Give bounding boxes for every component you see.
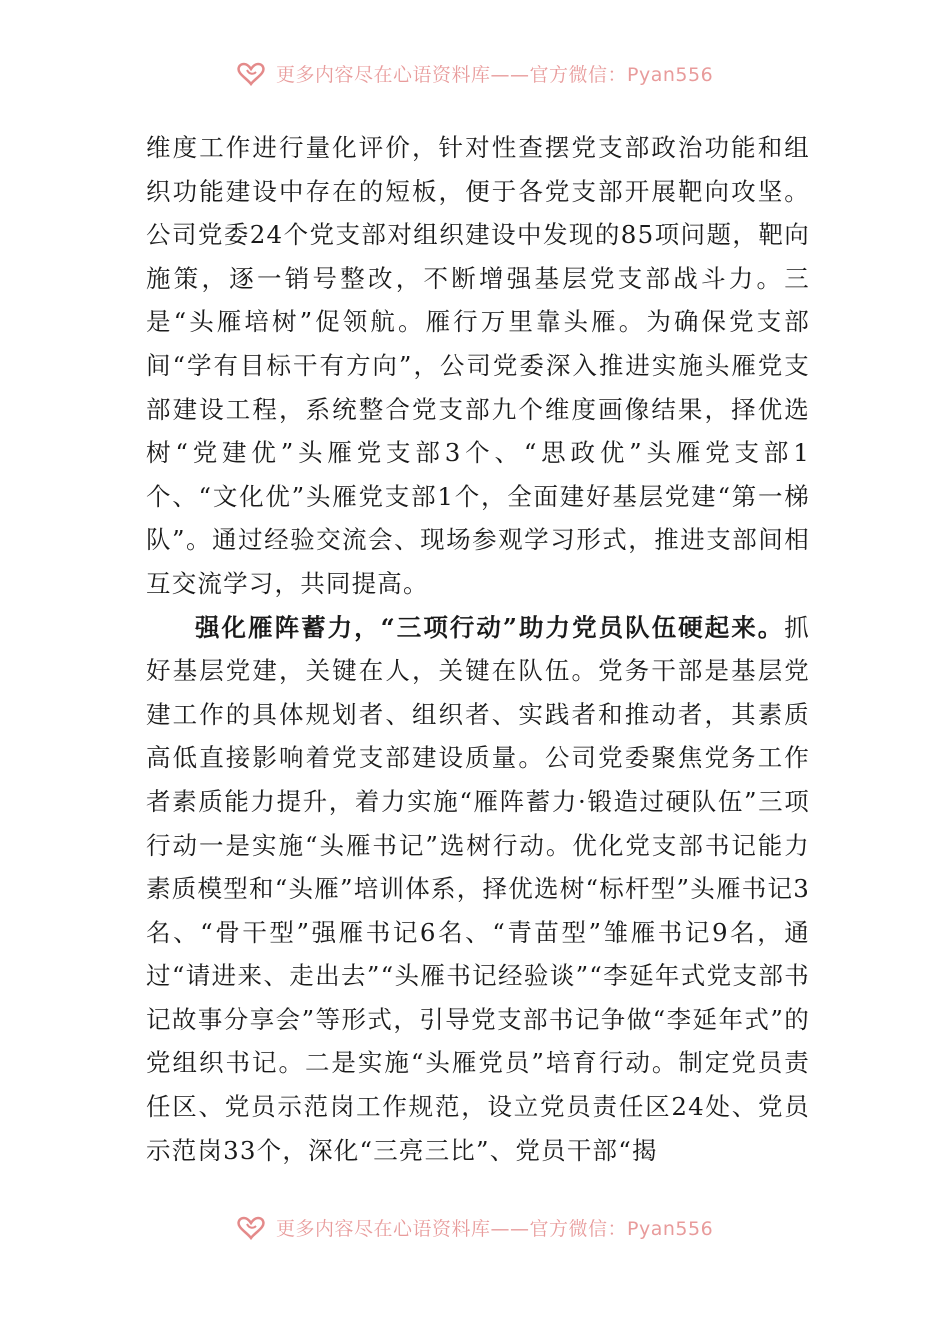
heart-logo-icon	[236, 1212, 270, 1242]
watermark-text: 更多内容尽在心语资料库——官方微信：Pyan556	[276, 1217, 714, 1240]
watermark-header	[236, 58, 736, 88]
document-body	[146, 126, 810, 1172]
paragraph-1	[146, 126, 810, 606]
paragraph-2-text: 抓好基层党建，关键在人，关键在队伍。党务干部是基层党建工作的具体规划者、组织者、实践者和推动者，其素质高低直接影响着党支部建设质量。公司党委聚焦党务工作者素质能力提升，着力实施“雁阵蓄力·锻造过硬队伍”三项行动一是实施“头雁书记”选树行动。优化党支部书记能力素质模型和“头雁”培训体系，择优选树“标杆型”头雁书记3名、“骨干型”强雁书记6名、“青苗型”雏雁书记9名，通过“请进来、走出去”“头雁书记经验谈”“李延年式党支部书记故事分享会”等形式，引导党支部书记争做“李延年式”的党组织书记。二是实施“头雁党员”培育行动。制定党员责任区、党员示范岗工作规范，设立党员责任区24处、党员示范岗33个，深化“三亮三比”、党员干部“揭	[146, 612, 810, 1165]
paragraph-1-text: 维度工作进行量化评价，针对性查摆党支部政治功能和组织功能建设中存在的短板，便于各党支部开展靶向攻坚。公司党委24个党支部对组织建设中发现的85项问题，靶向施策，逐一销号整改，不断增强基层党支部战斗力。三是“头雁培树”促领航。雁行万里靠头雁。为确保党支部间“学有目标干有方向”，公司党委深入推进实施头雁党支部建设工程，系统整合党支部九个维度画像结果，择优选树“党建优”头雁党支部3个、“思政优”头雁党支部1个、“文化优”头雁党支部1个，全面建好基层党建“第一梯队”。通过经验交流会、现场参观学习形式，推进支部间相互交流学习，共同提高。	[146, 133, 810, 598]
paragraph-2	[146, 606, 810, 1173]
watermark-footer	[236, 1212, 736, 1242]
watermark-text: 更多内容尽在心语资料库——官方微信：Pyan556	[276, 63, 714, 86]
paragraph-2-heading: 强化雁阵蓄力，“三项行动”助力党员队伍硬起来。	[195, 612, 785, 642]
heart-logo-icon	[236, 58, 270, 88]
